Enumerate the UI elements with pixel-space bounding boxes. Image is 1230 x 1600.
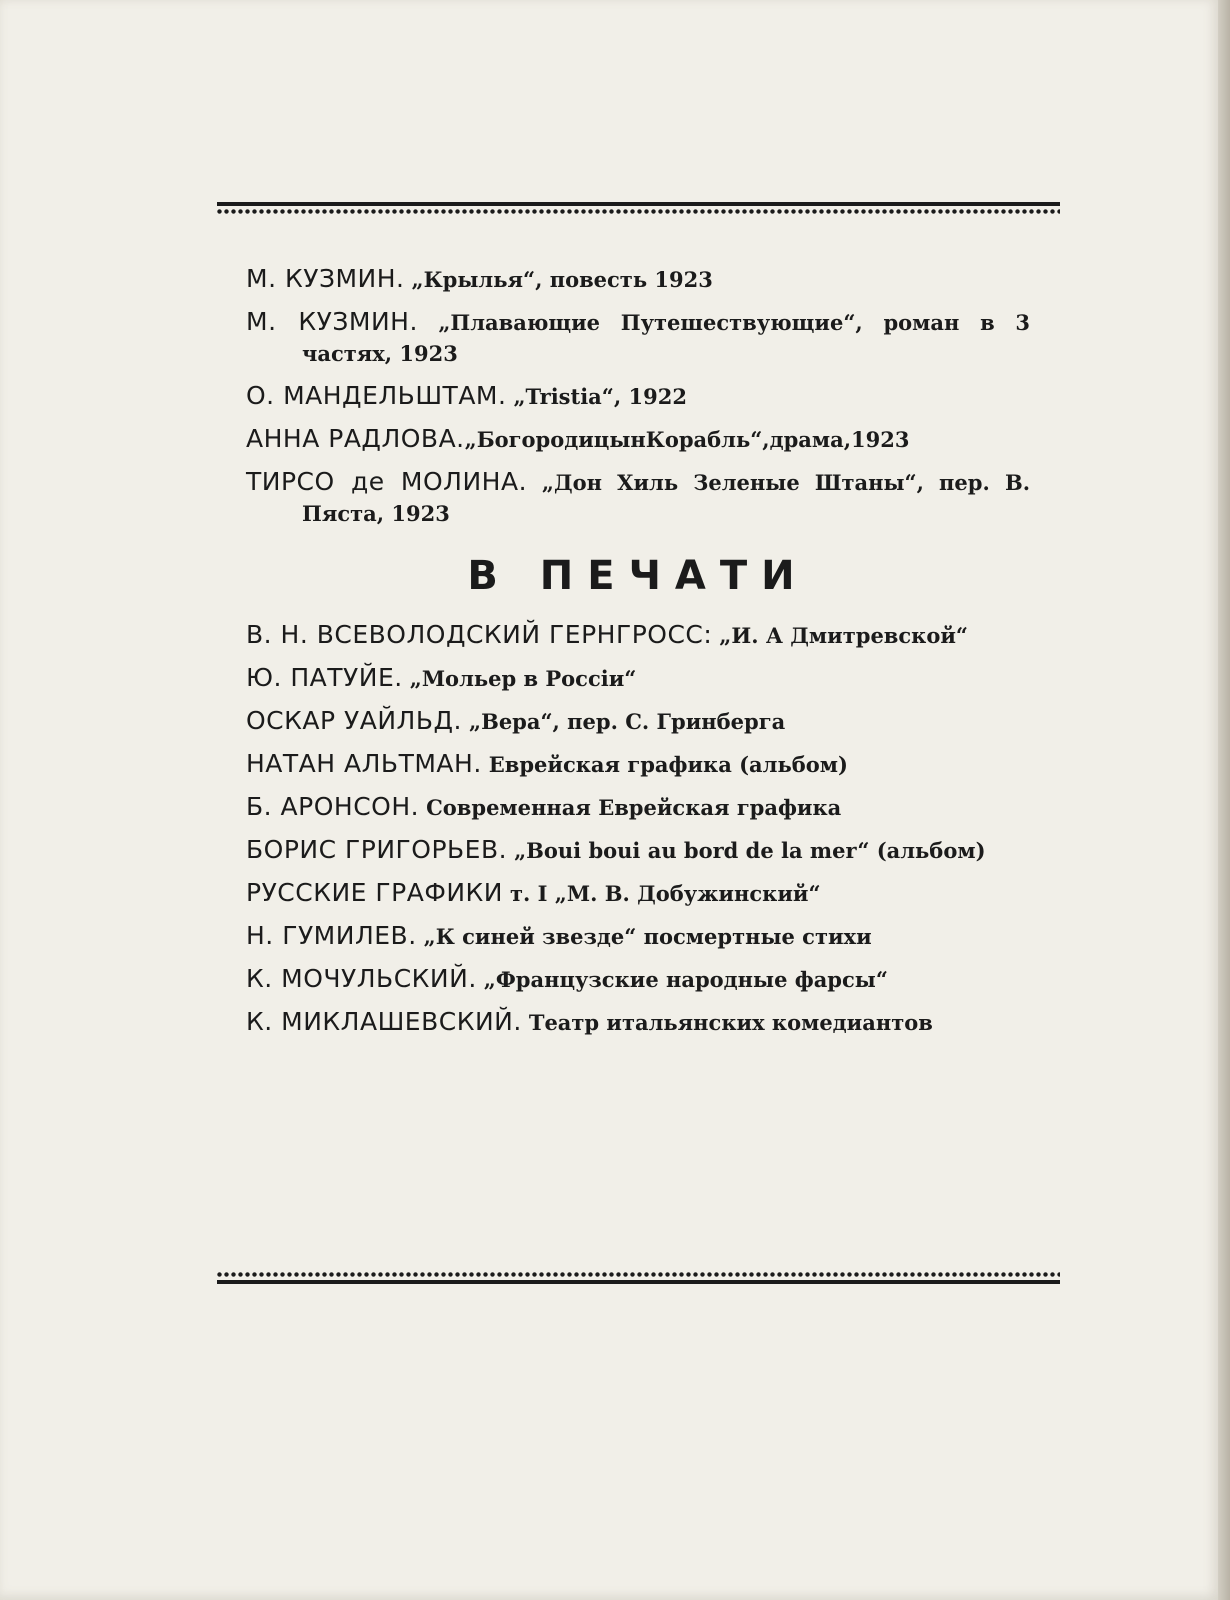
section-heading: В ПЕЧАТИ [467, 553, 809, 599]
entry-author: Б. АРОНСОН. [246, 792, 420, 821]
published-list [246, 264, 1030, 530]
in-print-list [246, 620, 1030, 1039]
in-print-entry [246, 749, 1030, 781]
entry-author: К. МОЧУЛЬСКИЙ. [246, 964, 477, 993]
entry-title: Еврейская графика (альбом) [488, 752, 848, 777]
entry-title: „Мольер в Россіи“ [409, 666, 637, 691]
bottom-ornamental-rule [217, 1272, 1060, 1284]
entry-title: „Крылья“, повесть 1923 [411, 267, 713, 292]
published-entry [246, 264, 1030, 296]
in-print-entry [246, 706, 1030, 738]
entry-title: „Вера“, пер. С. Гринберга [468, 709, 786, 734]
published-entry [246, 307, 1030, 370]
top-solid-line [217, 202, 1060, 206]
entry-author: О. МАНДЕЛЬШТАМ. [246, 381, 507, 410]
entry-author: Ю. ПАТУЙЕ. [246, 663, 403, 692]
entry-author: НАТАН АЛЬТМАН. [246, 749, 482, 778]
bottom-dotted-line [217, 1272, 1060, 1277]
in-print-entry [246, 835, 1030, 867]
in-print-entry [246, 620, 1030, 652]
entry-title: „Плавающие Путешествующие“, роман в 3 частях, 1923 [302, 310, 1030, 366]
entry-author: АННА РАДЛОВА. [246, 424, 465, 453]
entry-title: „К синей звезде“ посмертные стихи [423, 924, 872, 949]
entry-title: „Дон Хиль Зеленые Штаны“, пер. В. Пяста, 1923 [302, 470, 1030, 526]
entry-title: „БогородицынКорабль“,драма,1923 [464, 427, 910, 452]
in-print-entry [246, 964, 1030, 996]
entry-title: „Французские народные фарсы“ [483, 967, 888, 992]
entry-author: К. МИКЛАШЕВСКИЙ. [246, 1007, 522, 1036]
in-print-entry [246, 921, 1030, 953]
in-print-entry [246, 663, 1030, 695]
published-entry [246, 467, 1030, 530]
published-entry [246, 381, 1030, 413]
entry-author: РУССКИЕ ГРАФИКИ [246, 878, 504, 907]
entry-author: ОСКАР УАЙЛЬД. [246, 706, 462, 735]
publication-list [246, 264, 1030, 1050]
in-print-entry [246, 878, 1030, 910]
bottom-solid-line [217, 1280, 1060, 1284]
page-edge [1218, 0, 1230, 1600]
entry-author: ТИРСО де МОЛИНА. [246, 467, 528, 496]
entry-author: Н. ГУМИЛЕВ. [246, 921, 417, 950]
entry-title: „Boui boui au bord de la mer“ (альбом) [514, 838, 986, 863]
entry-author: М. КУЗМИН. [246, 264, 405, 293]
top-ornamental-rule [217, 202, 1060, 214]
in-print-entry [246, 792, 1030, 824]
published-entry [246, 424, 1030, 456]
top-dotted-line [217, 209, 1060, 214]
in-print-entry [246, 1007, 1030, 1039]
entry-title: Современная Еврейская графика [426, 795, 842, 820]
entry-author: М. КУЗМИН. [246, 307, 418, 336]
entry-title: т. I „М. В. Добужинский“ [510, 881, 821, 906]
entry-author: БОРИС ГРИГОРЬЕВ. [246, 835, 508, 864]
entry-title: Театр итальянских комедиантов [528, 1010, 933, 1035]
entry-title: „Tristia“, 1922 [513, 384, 687, 409]
entry-title: „И. А Дмитревской“ [719, 623, 969, 648]
entry-author: В. Н. ВСЕВОЛОДСКИЙ ГЕРНГРОСС: [246, 620, 713, 649]
